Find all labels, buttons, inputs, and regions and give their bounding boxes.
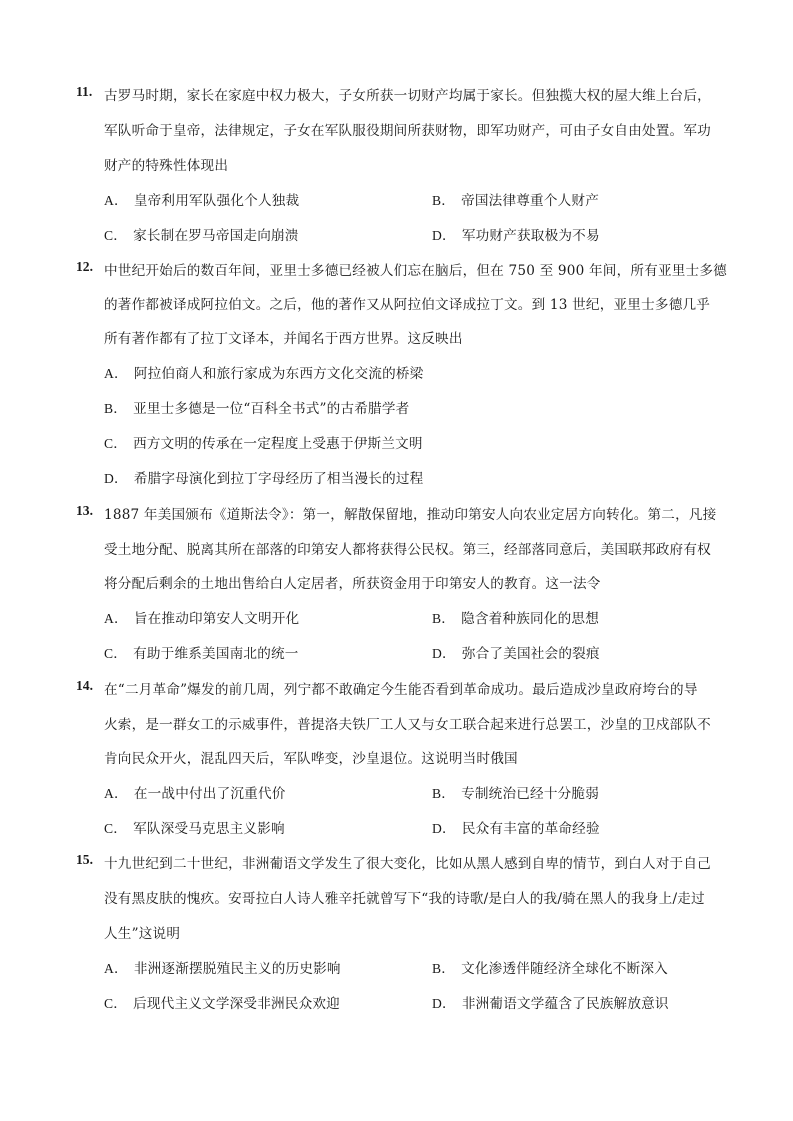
question-stem-line: 没有黑皮肤的愧疚。安哥拉白人诗人雅辛托就曾写下“我的诗歌/是白人的我/骑在黑人的我身上/走过 — [104, 891, 705, 907]
option-a[interactable]: A． 旨在推动印第安人文明开化 — [104, 611, 300, 627]
question-number: 11. — [76, 84, 93, 99]
option-d[interactable]: D． 非洲葡语文学蕴含了民族解放意识 — [432, 996, 669, 1012]
question-stem-line: 受土地分配、脱离其所在部落的印第安人都将获得公民权。第三，经部落同意后，美国联邦政府有权 — [104, 542, 711, 558]
option-a[interactable]: A． 皇帝利用军队强化个人独裁 — [104, 193, 300, 209]
option-b[interactable]: B． 专制统治已经十分脆弱 — [432, 786, 599, 802]
question-stem-line: 人生”这说明 — [104, 926, 181, 942]
question-stem-line: 在“二月革命”爆发的前几周，列宁都不敢确定今生能否看到革命成功。最后造成沙皇政府垮台的导 — [104, 682, 698, 698]
option-b[interactable]: B． 帝国法律尊重个人财产 — [432, 193, 599, 209]
option-d[interactable]: D． 弥合了美国社会的裂痕 — [432, 646, 600, 662]
question-number: 14. — [76, 678, 93, 693]
option-a[interactable]: A． 阿拉伯商人和旅行家成为东西方文化交流的桥梁 — [104, 366, 424, 382]
question-stem-line: 火索，是一群女工的示威事件，普提洛夫铁厂工人又与女工联合起来进行总罢工，沙皇的卫戍部队不 — [104, 717, 711, 733]
question-stem-line: 肯向民众开火，混乱四天后，军队哗变，沙皇退位。这说明当时俄国 — [104, 751, 518, 767]
option-c[interactable]: C． 家长制在罗马帝国走向崩溃 — [104, 228, 299, 244]
question-stem-line: 所有著作都有了拉丁文译本，并闻名于西方世界。这反映出 — [104, 331, 463, 347]
question-stem-line: 军队听命于皇帝，法律规定，子女在军队服役期间所获财物，即军功财产，可由子女自由处置。军功 — [104, 123, 711, 139]
option-b[interactable]: B． 亚里士多德是一位“百科全书式”的古希腊学者 — [104, 401, 410, 417]
question-number: 12. — [76, 259, 93, 274]
question-number: 13. — [76, 503, 93, 518]
option-a[interactable]: A． 在一战中付出了沉重代价 — [104, 786, 286, 802]
option-c[interactable]: C． 有助于维系美国南北的统一 — [104, 646, 299, 662]
question-stem-line: 十九世纪到二十世纪，非洲葡语文学发生了很大变化，比如从黑人感到自卑的情节，到白人对于自己 — [104, 856, 711, 872]
question-number: 15. — [76, 852, 93, 867]
option-c[interactable]: C． 后现代主义文学深受非洲民众欢迎 — [104, 996, 340, 1012]
question-stem-line: 的著作都被译成阿拉伯文。之后，他的著作又从阿拉伯文译成拉丁文。到 13 世纪，亚里士多德几乎 — [104, 297, 711, 313]
option-d[interactable]: D． 希腊字母演化到拉丁字母经历了相当漫长的过程 — [104, 471, 424, 487]
question-stem-line: 古罗马时期，家长在家庭中权力极大，子女所获一切财产均属于家长。但独揽大权的屋大维上台后， — [104, 88, 711, 104]
question-stem-line: 财产的特殊性体现出 — [104, 158, 229, 174]
option-c[interactable]: C． 西方文明的传承在一定程度上受惠于伊斯兰文明 — [104, 436, 423, 452]
option-c[interactable]: C． 军队深受马克思主义影响 — [104, 821, 285, 837]
option-b[interactable]: B． 文化渗透伴随经济全球化不断深入 — [432, 961, 668, 977]
option-b[interactable]: B． 隐含着种族同化的思想 — [432, 611, 599, 627]
option-d[interactable]: D． 民众有丰富的革命经验 — [432, 821, 600, 837]
option-a[interactable]: A． 非洲逐渐摆脱殖民主义的历史影响 — [104, 961, 341, 977]
question-stem-line: 将分配后剩余的土地出售给白人定居者，所获资金用于印第安人的教育。这一法令 — [104, 576, 601, 592]
question-stem-line: 1887 年美国颁布《道斯法令》：第一，解散保留地，推动印第安人向农业定居方向转化。第二，凡接 — [104, 507, 717, 523]
question-stem-line: 中世纪开始后的数百年间，亚里士多德已经被人们忘在脑后，但在 750 至 900 年间，所有亚里士多德 — [104, 263, 727, 279]
option-d[interactable]: D． 军功财产获取极为不易 — [432, 228, 600, 244]
